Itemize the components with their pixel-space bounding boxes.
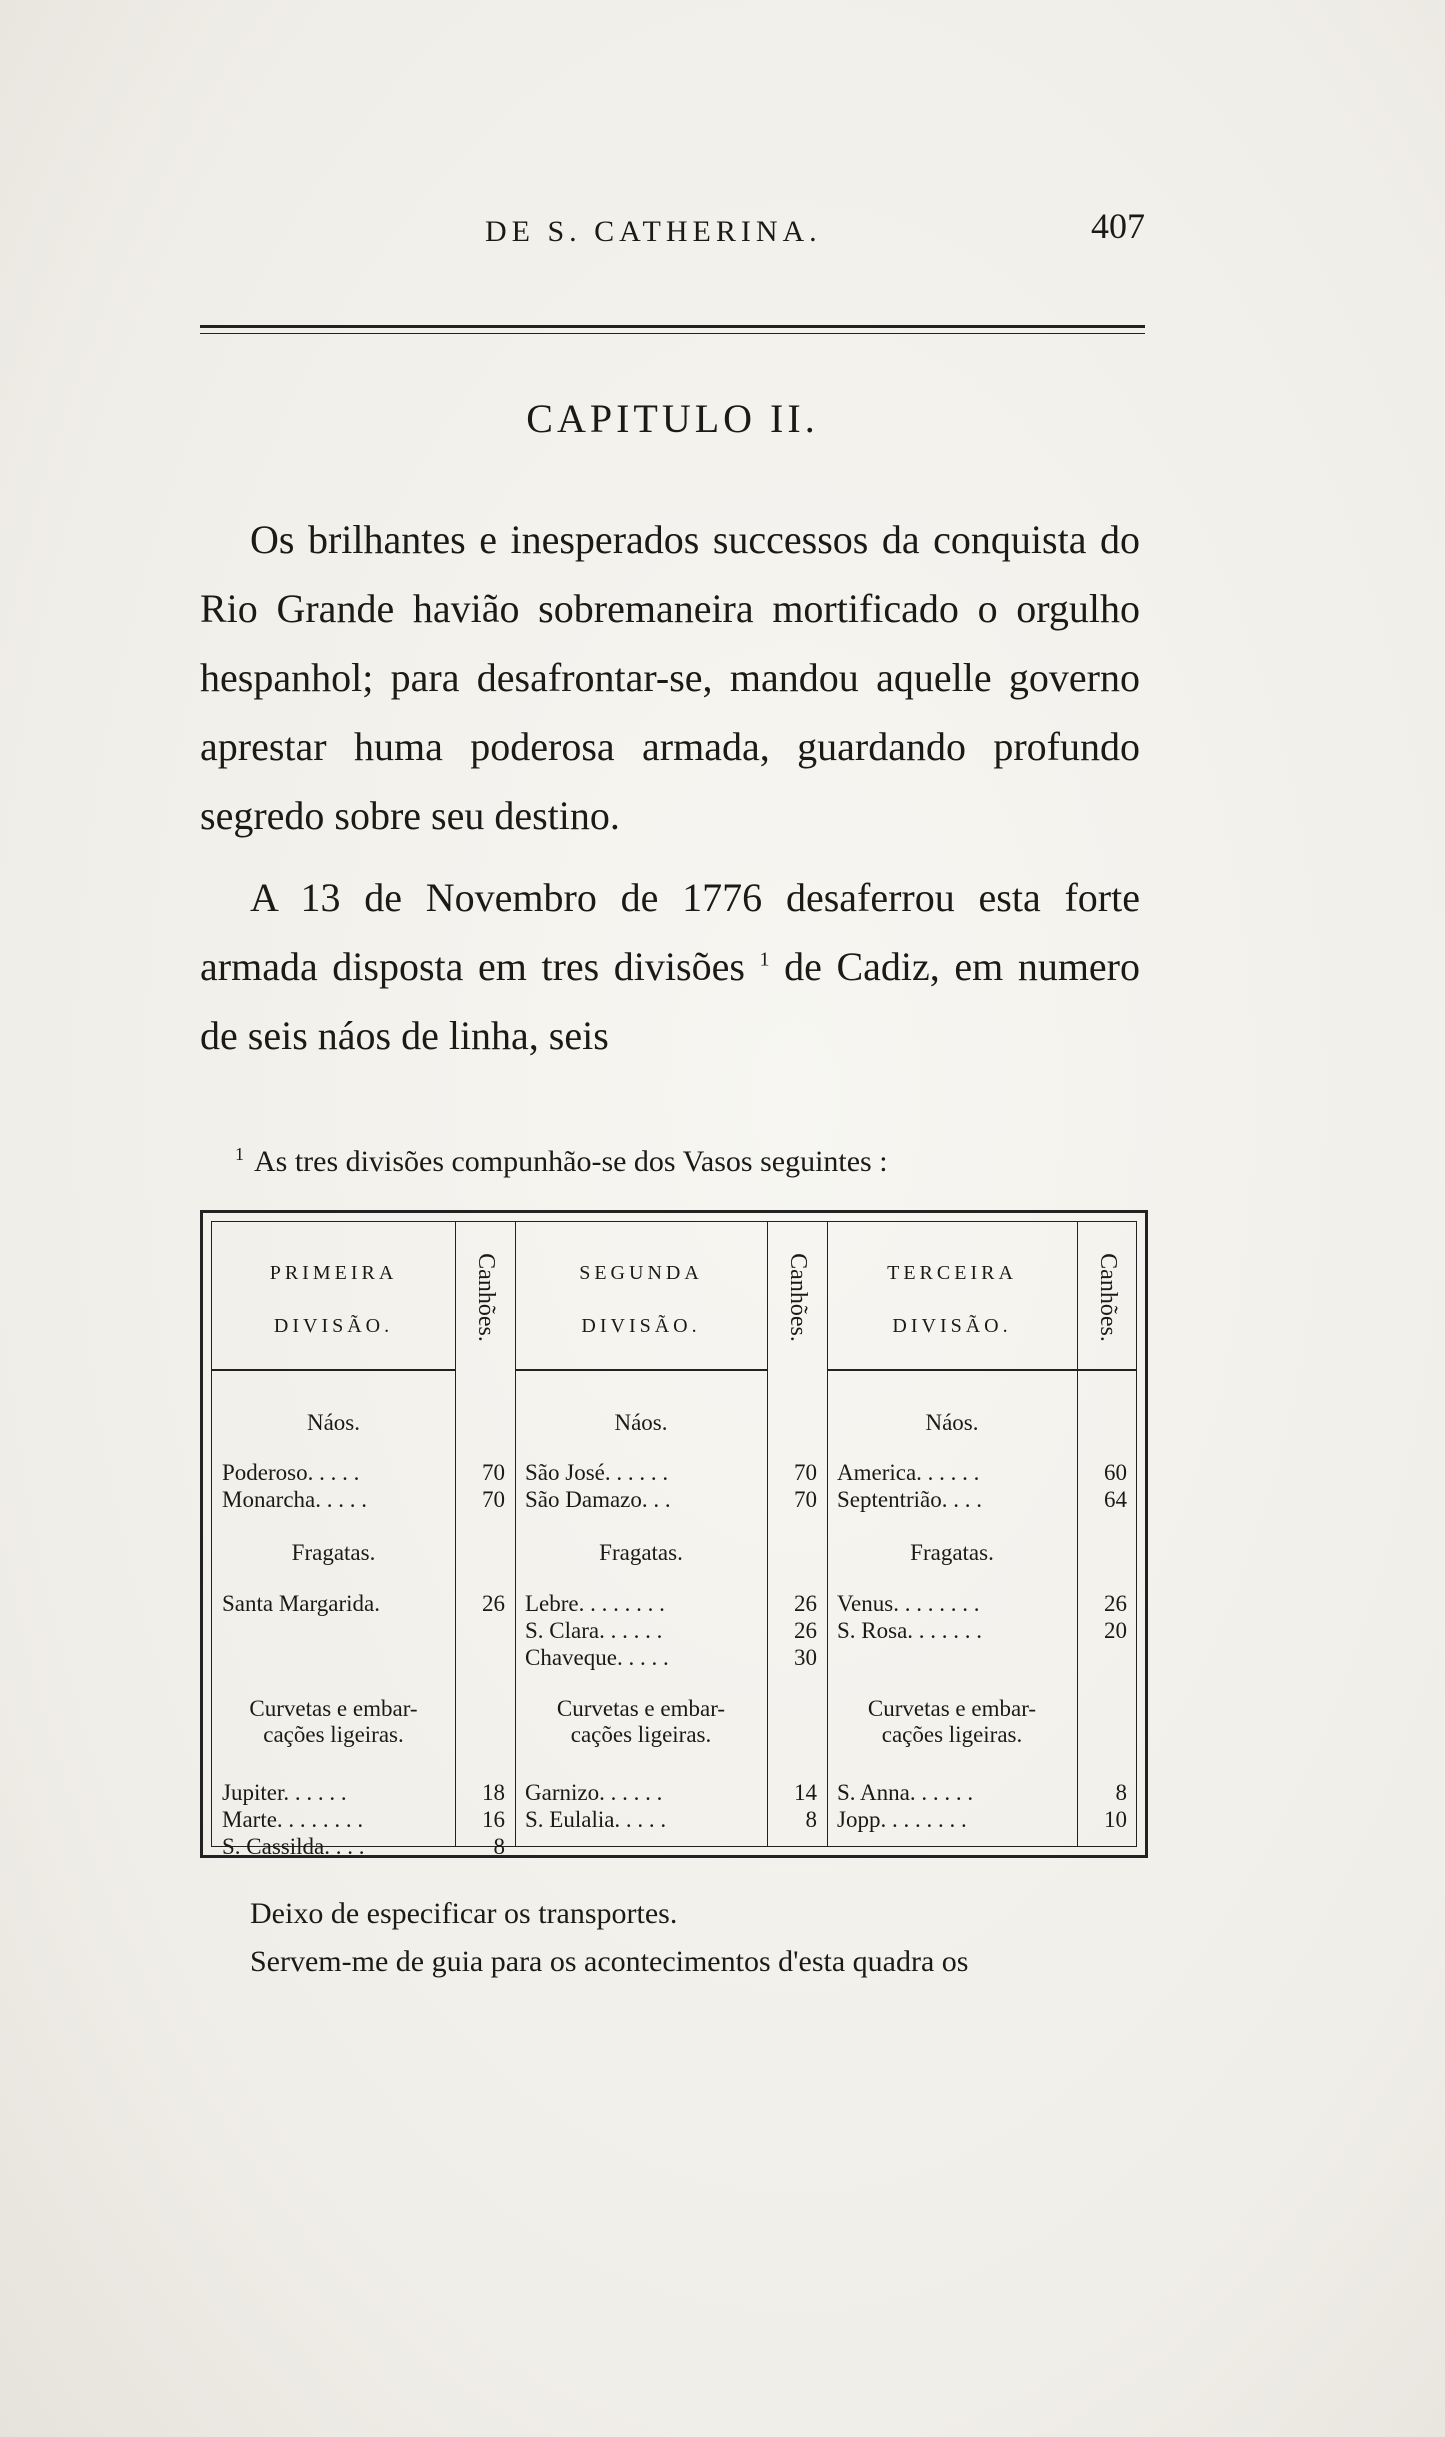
ship-name: Jupiter. . . . . . xyxy=(222,1780,347,1805)
paragraph-1: Os brilhantes e inesperados successos da conquista do Rio Grande havião sobremaneira mortificado o orgulho hespanhol; para desafrontar-se, mandou aquelle governo aprestar huma poderosa armada, guardando profundo segredo sobre seu destino. xyxy=(200,517,1140,838)
division-3-naos-label: Náos. xyxy=(925,1410,979,1435)
ship-guns: 8 xyxy=(493,1834,505,1859)
ship-name: Chaveque. . . . . xyxy=(525,1645,669,1670)
ship-guns: 70 xyxy=(794,1460,817,1485)
division-3-naos-list xyxy=(837,1459,1072,1513)
division-1-subtitle: DIVISÃO. xyxy=(273,1315,394,1337)
ship-name: S. Clara. . . . . . xyxy=(525,1618,663,1643)
ship-guns: 70 xyxy=(794,1487,817,1512)
division-2-title: SEGUNDA xyxy=(579,1262,703,1284)
ship-guns: 64 xyxy=(1104,1487,1127,1512)
guns-header-1: Canhões. xyxy=(472,1252,499,1342)
page-header xyxy=(200,205,1145,255)
division-1-curvetas-list xyxy=(222,1779,447,1860)
division-3-curvetas-guns xyxy=(1077,1779,1127,1833)
division-2-fragatas-guns xyxy=(767,1590,817,1671)
ships-table-inner xyxy=(211,1221,1137,1859)
ships-table xyxy=(200,1210,1148,1858)
division-1-fragatas-label: Fragatas. xyxy=(291,1540,376,1565)
ship-name: Septentrião. . . . xyxy=(837,1487,982,1512)
division-1-fragatas-guns xyxy=(455,1590,505,1617)
paragraph-2-part-a: A 13 de Novembro de 1776 desaferrou esta forte armada disposta em tres divisões xyxy=(200,875,1140,989)
ship-name: S. Cassilda. . . . xyxy=(222,1834,365,1859)
division-2-naos-list xyxy=(525,1459,760,1513)
ship-guns: 26 xyxy=(794,1618,817,1643)
guns-header-3: Canhões. xyxy=(1094,1252,1121,1342)
ship-guns: 8 xyxy=(805,1807,817,1832)
ship-guns: 20 xyxy=(1104,1618,1127,1643)
ship-name: São José. . . . . . xyxy=(525,1460,669,1485)
ship-guns: 18 xyxy=(482,1780,505,1805)
ship-guns: 30 xyxy=(794,1645,817,1670)
division-3-naos-guns xyxy=(1077,1459,1127,1513)
division-2-curvetas-label: Curvetas e embar- cações ligeiras. xyxy=(556,1696,726,1747)
page-number: 407 xyxy=(1091,206,1145,246)
paragraph-2-part-b: de Cadiz, em numero de seis náos de linha, seis xyxy=(200,944,1140,1058)
division-1-curvetas-guns xyxy=(455,1779,505,1860)
header-underline xyxy=(1077,1369,1137,1371)
division-3-subtitle: DIVISÃO. xyxy=(892,1315,1012,1337)
running-head: DE S. CATHERINA. xyxy=(485,215,822,248)
ship-name: Venus. . . . . . . . xyxy=(837,1591,980,1616)
paragraph-2 xyxy=(200,863,1140,1070)
ship-name: Monarcha. . . . . xyxy=(222,1487,367,1512)
division-1-naos-list xyxy=(222,1459,447,1513)
ship-name: Marte. . . . . . . . xyxy=(222,1807,364,1832)
division-1-naos-label: Náos. xyxy=(306,1410,361,1435)
ship-guns: 70 xyxy=(482,1460,505,1485)
division-2-curvetas-guns xyxy=(767,1779,817,1833)
ship-name: Lebre. . . . . . . . xyxy=(525,1591,665,1616)
division-3-fragatas-label: Fragatas. xyxy=(910,1540,994,1565)
ship-guns: 8 xyxy=(1115,1780,1127,1805)
footnote-intro xyxy=(235,1145,888,1179)
division-3-curvetas-label: Curvetas e embar- cações ligeiras. xyxy=(867,1696,1037,1747)
ship-name: America. . . . . . xyxy=(837,1460,980,1485)
footnote-intro-text: As tres divisões compunhão-se dos Vasos seguintes : xyxy=(254,1145,888,1178)
header-rule-thin xyxy=(200,333,1145,334)
ship-name: S. Eulalia. . . . . xyxy=(525,1807,667,1832)
division-2-naos-guns xyxy=(767,1459,817,1513)
division-3-title: TERCEIRA xyxy=(887,1262,1017,1284)
ship-guns: 26 xyxy=(794,1591,817,1616)
ship-name: Poderoso. . . . . xyxy=(222,1460,360,1485)
ship-guns: 14 xyxy=(794,1780,817,1805)
chapter-title: CAPITULO II. xyxy=(526,396,819,441)
division-1-title: PRIMEIRA xyxy=(269,1262,398,1284)
division-2-subtitle: DIVISÃO. xyxy=(581,1315,701,1337)
ship-guns: 70 xyxy=(482,1487,505,1512)
division-1-fragatas-list xyxy=(222,1590,447,1617)
footnote-mark: 1 xyxy=(235,1144,244,1164)
division-1-curvetas-label: Curvetas e embar- cações ligeiras. xyxy=(249,1696,418,1747)
header-underline xyxy=(515,1369,767,1371)
ship-name: Jopp. . . . . . . . xyxy=(837,1807,967,1832)
footnote-reference: 1 xyxy=(759,948,770,971)
division-2-fragatas-label: Fragatas. xyxy=(599,1540,683,1565)
ship-name: Garnizo. . . . . . xyxy=(525,1780,663,1805)
ship-name: São Damazo. . . xyxy=(525,1487,671,1512)
header-rule-thick xyxy=(200,325,1145,328)
division-3-fragatas-list xyxy=(837,1590,1072,1644)
ship-guns: 60 xyxy=(1104,1460,1127,1485)
ship-name: S. Rosa. . . . . . . xyxy=(837,1618,983,1643)
body-text xyxy=(200,505,1140,1070)
division-2-fragatas-list xyxy=(525,1590,760,1671)
ship-name: S. Anna. . . . . . xyxy=(837,1780,974,1805)
ship-guns: 26 xyxy=(1104,1591,1127,1616)
footnote-line-1: Deixo de especificar os transportes. xyxy=(250,1897,678,1930)
ship-guns: 16 xyxy=(482,1807,505,1832)
division-2-naos-label: Náos. xyxy=(614,1410,668,1435)
footnote-line-2: Servem-me de guia para os acontecimentos d'esta quadra os xyxy=(250,1945,969,1978)
division-3-curvetas-list xyxy=(837,1779,1072,1833)
ship-name: Santa Margarida. xyxy=(222,1591,380,1616)
division-2-curvetas-list xyxy=(525,1779,760,1833)
guns-header-2: Canhões. xyxy=(784,1252,811,1342)
division-1-naos-guns xyxy=(455,1459,505,1513)
ship-guns: 10 xyxy=(1104,1807,1127,1832)
division-3-fragatas-guns xyxy=(1077,1590,1127,1644)
header-underline xyxy=(827,1369,1077,1371)
ship-guns: 26 xyxy=(482,1591,505,1616)
header-underline xyxy=(212,1369,455,1371)
